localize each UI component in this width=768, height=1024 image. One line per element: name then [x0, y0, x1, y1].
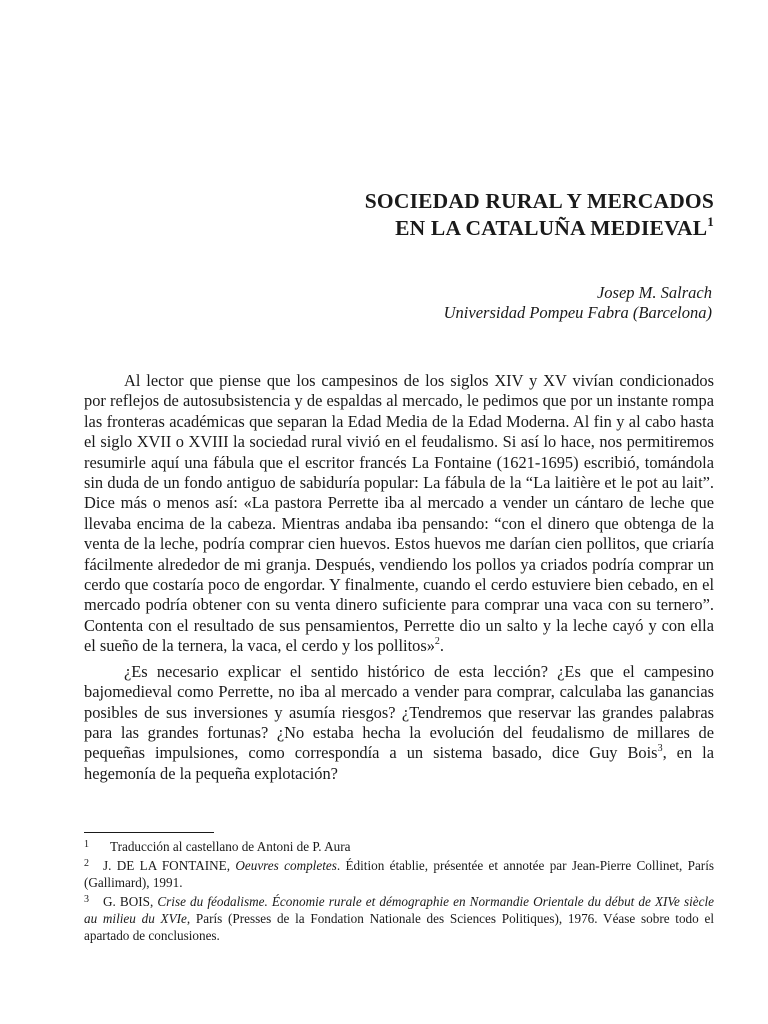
footnote-divider: [84, 832, 214, 833]
article-body: [84, 371, 714, 784]
footnote-number: 2: [84, 858, 89, 869]
footnotes: [84, 838, 714, 946]
article-title: [365, 188, 714, 242]
author-name: Josep M. Salrach: [596, 283, 712, 302]
author-affiliation: Universidad Pompeu Fabra (Barcelona): [443, 303, 712, 322]
title-line-1: SOCIEDAD RURAL Y MERCADOS: [364, 189, 714, 213]
footnote-3: $^3$ G. BOIS, Crise du féodalisme. Économie rurale et démographie en Normandie Orientale du début de XIVe siècle au milieu du XVIe, París (Presses de la Fondation Nationale des Sciences Politiques), 1976. Véase sobre todo el apartado de conclusiones.: [84, 894, 714, 943]
paragraph-2: ¿Es necesario explicar el sentido histórico de esta lección? ¿Es que el campesino bajomedieval como Perrette, no iba al mercado a vender para comprar, calculaba las ganancias posibles de sus inversiones y asumía riesgos? ¿Tendremos que reservar las grandes palabras para las grandes fortunas? ¿No estaba hecha la evolución del feudalismo de millares de pequeñas impulsiones, como correspondía a un sistema basado, dice Guy Bois$^3$, en la hegemonía de la pequeña explotación?: [84, 661, 714, 783]
footnote-number: 3: [84, 894, 89, 905]
cited-title: Crise du féodalisme. Économie rurale et démographie en Normandie Orientale du début de XIVe siècle au milieu du XVIe: [84, 894, 714, 926]
author-block: [444, 283, 712, 323]
title-line-2: EN LA CATALUÑA MEDIEVAL$^1$: [395, 214, 714, 240]
footnote-ref-2[interactable]: 2: [434, 636, 440, 648]
footnote-ref-3[interactable]: 3: [657, 743, 663, 755]
title-footnote-ref[interactable]: 1: [707, 214, 714, 229]
paragraph-1: Al lector que piense que los campesinos de los siglos XIV y XV vivían condicionados por reflejos de autosubsistencia y de espaldas al mercado, le pedimos que por un instante rompa las fronteras académicas que separan la Edad Media de la Edad Moderna. Al fin y al cabo hasta el siglo XVII o XVIII la sociedad rural vivió en el feudalismo. Si así lo hace, nos permitiremos resumirle aquí una fábula que el escritor francés La Fontaine (1621-1695) escribió, tomándola sin duda de un fondo antiguo de sabiduría popular: La fábula de la “La laitière et le pot au lait”. Dice más o menos así: «La pastora Perrette iba al mercado a vender un cántaro de leche que llevaba encima de la cabeza. Mientras andaba iba pensando: “con el dinero que obtenga de la venta de la leche, podría comprar cien huevos. Estos huevos me darían cien pollitos, que criaría fácilmente alrededor de mi granja. Después, vendiendo los pollos ya criados podría comprar un cerdo que costaría poco de engordar. Y finalmente, cuando el cerdo estuviere bien cebado, en el mercado podría obtener con su venta dinero suficiente para comprar una vaca con su ternero”. Contenta con el resultado de sus pensamientos, Perrette dio un salto y la leche cayó y con ella el sueño de la ternera, la vaca, el cerdo y los pollitos»$^2$.: [84, 371, 714, 656]
footnote-2: $^2$ J. DE LA FONTAINE, Oeuvres completes. Édition établie, présentée et annotée par Jean-Pierre Collinet, París (Gallimard), 1991.: [84, 858, 714, 890]
footnote-1: 1 Traducción al castellano de Antoni de P. Aura: [84, 839, 351, 854]
cited-title: Oeuvres completes: [235, 858, 337, 873]
